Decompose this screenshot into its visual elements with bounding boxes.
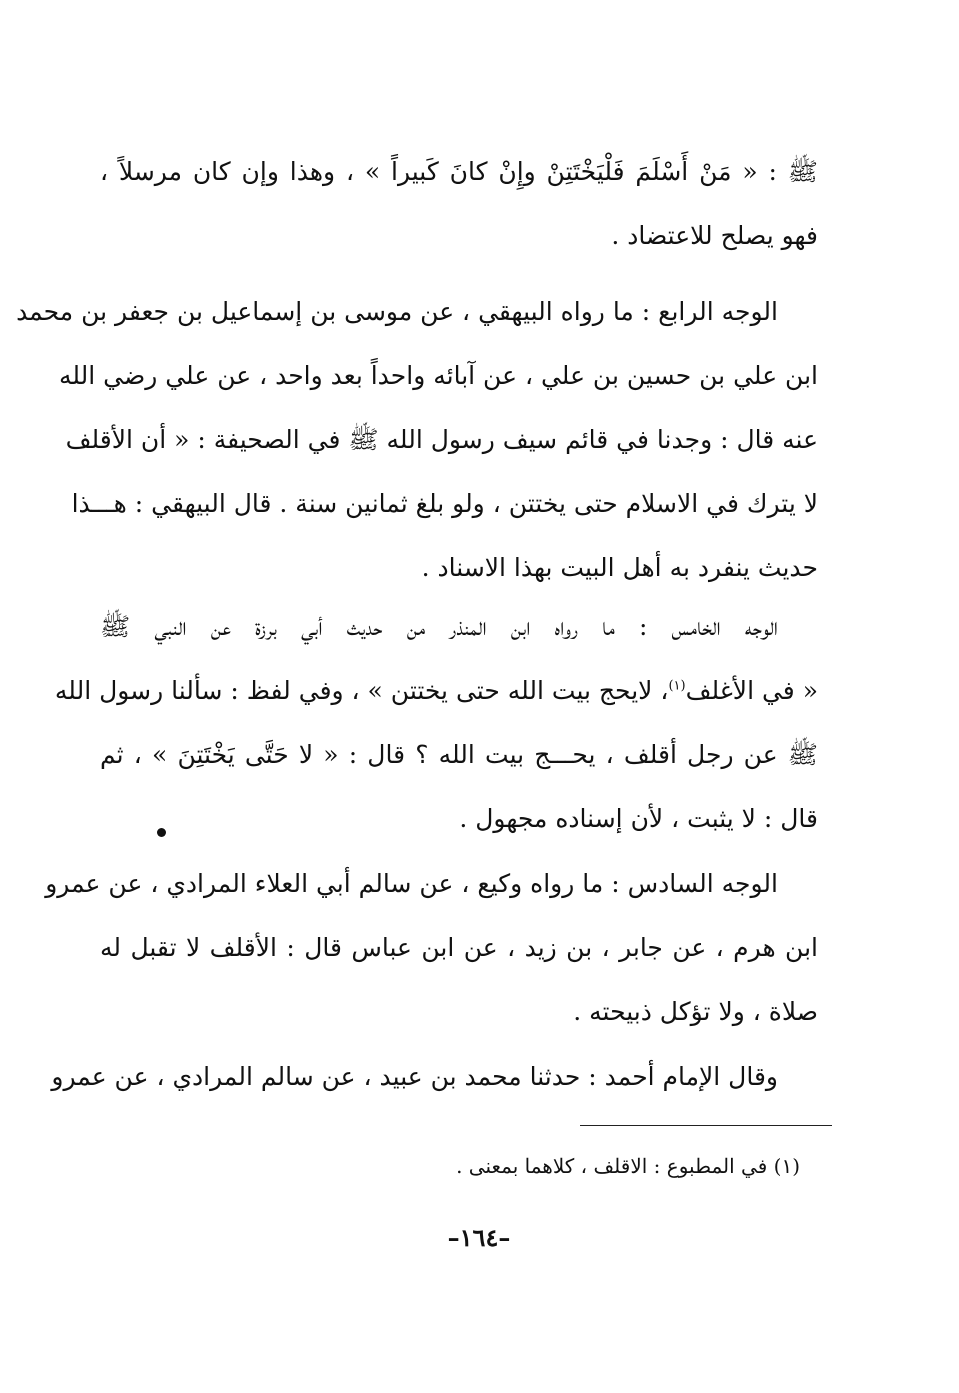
text-line: فهو يصلح للاعتضاد . [611,221,818,250]
text-line: الوجه السادس : ما رواه وكيع ، عن سالم أبي العلاء المرادي ، عن عمرو [45,869,778,898]
paragraph-3 [54,595,818,851]
paragraph-1 [100,140,818,268]
text-line: الوجه الخامس : ما رواه ابن المنذر من حديث أبي برزة عن النبي ﷺ [100,612,778,641]
text-line: ابن هرم ، عن جابر ، بن زيد ، عن ابن عباس قال : الأقلف لا تقبل له [100,933,818,962]
paragraph-4 [45,852,818,1044]
text-fragment: « في الأغلف [685,676,818,705]
text-line: لا يترك في الاسلام حتى يختتن ، ولو بلغ ثمانين سنة . قال البيهقي : هـــذا [71,489,818,518]
text-fragment: ، لايحج بيت الله حتى يختتن » ، وفي لفظ : سألنا رسول الله [54,676,669,705]
text-line: قال : لا يثبت ، لأن إسناده مجهول . [459,804,818,833]
footnote-separator [580,1125,832,1126]
text-line: عنه قال : وجدنا في قائم سيف رسول الله ﷺ في الصحيفة : « أن الأقلف [65,425,818,454]
text-line: صلاة ، ولا تؤكل ذبيحته . [573,997,818,1026]
text-line: ﷺ عن رجل أقلف ، يحـــج بيت الله ؟ قال : « لا حَتَّى يَخْتَتِنَ » ، ثم [100,740,818,769]
text-line: الوجه الرابع : ما رواه البيهقي ، عن موسى بن إسماعيل بن جعفر بن محمد [16,297,778,326]
text-line: ابن علي بن حسين بن علي ، عن آبائه واحداً بعد واحد ، عن علي رضي الله [58,361,818,390]
text-line: حديث ينفرد به أهل البيت بهذا الاسناد . [421,553,818,582]
ink-dot [157,828,166,837]
page-number: –١٦٤– [447,1223,511,1252]
text-line: وقال الإمام أحمد : حدثنا محمد بن عبيد ، عن سالم المرادي ، عن عمرو [51,1062,778,1091]
paragraph-2 [16,280,818,600]
text-line [54,659,818,723]
footnote: (١) في المطبوع : الاقلف ، كلاهما بمعنى . [456,1154,800,1178]
footnote-marker: (١) [668,678,686,694]
text-line: ﷺ : « مَنْ أَسْلَمَ فَلْيَخْتَتِنْ وإِنْ كانَ كَبيراً » ، وهذا وإن كان مرسلاً ، [100,157,818,186]
paragraph-5 [51,1045,818,1109]
